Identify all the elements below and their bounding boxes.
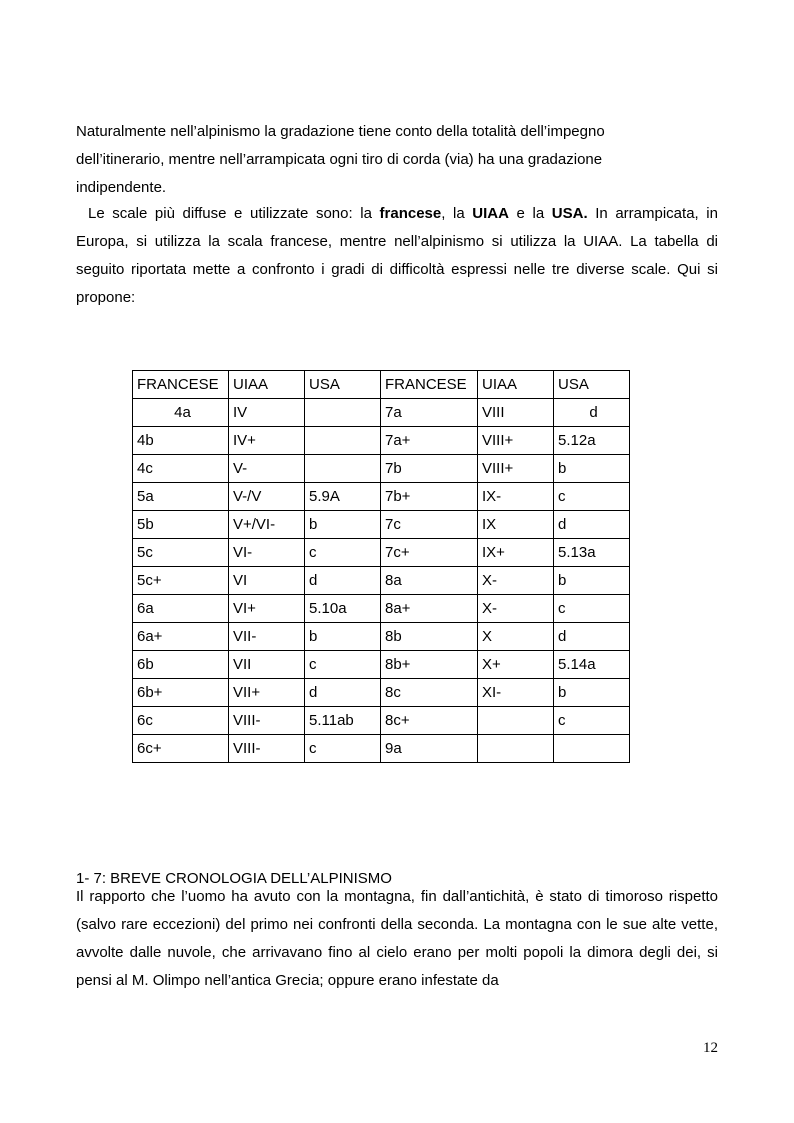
table-row [133, 623, 630, 651]
table-cell: 4b [133, 427, 229, 455]
table-row [133, 427, 630, 455]
table-cell: 8c [381, 679, 478, 707]
table-cell: 6b [133, 651, 229, 679]
table-cell: 5.9A [305, 483, 381, 511]
table-cell: d [554, 511, 630, 539]
table-cell: 8b [381, 623, 478, 651]
table-cell: 7a+ [381, 427, 478, 455]
scale-usa: USA. [551, 205, 588, 222]
table-cell: d [554, 399, 630, 427]
table-cell: 5c+ [133, 567, 229, 595]
table-cell: d [554, 623, 630, 651]
table-cell: c [305, 539, 381, 567]
table-cell: b [554, 455, 630, 483]
table-row [133, 567, 630, 595]
table-row [133, 511, 630, 539]
table-cell: c [554, 595, 630, 623]
table-cell [478, 735, 554, 763]
header-cell: USA [305, 371, 381, 399]
table-cell: V- [229, 455, 305, 483]
table-cell: 5b [133, 511, 229, 539]
table-cell: d [305, 679, 381, 707]
table-cell: IX [478, 511, 554, 539]
table-cell: c [554, 483, 630, 511]
table-cell: 5a [133, 483, 229, 511]
scales-text-4: In arrampicata, in Europa, si utilizza la scala francese, mentre nell’alpinismo si utilizza la UIAA. La tabella di seguito riportata mette a confronto i gradi di difficoltà espressi nelle tre diverse scale. Qui si propone: [76, 205, 718, 306]
table-cell: VII [229, 651, 305, 679]
table-cell [478, 707, 554, 735]
table-header-row [133, 371, 630, 399]
table-cell: IV [229, 399, 305, 427]
table-cell: 5.12a [554, 427, 630, 455]
table-cell: b [305, 511, 381, 539]
intro-line-1: Naturalmente nell’alpinismo la gradazione tiene conto della totalità dell’impegno [76, 123, 605, 140]
header-cell: FRANCESE [133, 371, 229, 399]
table-cell: 7b [381, 455, 478, 483]
table-cell: VII- [229, 623, 305, 651]
table-row [133, 399, 630, 427]
table-cell: VII+ [229, 679, 305, 707]
table-cell [305, 399, 381, 427]
scales-text-1: Le scale più diffuse e utilizzate sono: la [88, 205, 380, 222]
section-heading: 1- 7: BREVE CRONOLOGIA DELL’ALPINISMO [76, 870, 392, 887]
table-cell: VIII- [229, 707, 305, 735]
table-cell [305, 455, 381, 483]
table-cell: VIII- [229, 735, 305, 763]
table-cell [554, 735, 630, 763]
table-cell: b [305, 623, 381, 651]
table-cell: 6a [133, 595, 229, 623]
table-row [133, 455, 630, 483]
table-cell: X- [478, 567, 554, 595]
chronology-paragraph: Il rapporto che l’uomo ha avuto con la montagna, fin dall’antichità, è stato di timoroso rispetto (salvo rare eccezioni) del primo nei confronti della seconda. La montagna con le sue alte vette, avvolte dalle nuvole, che arrivavano fino al cielo erano per molti popoli la dimora degli dei, si pensi al M. Olimpo nell’antica Grecia; oppure erano infestate da [76, 888, 718, 989]
table-cell: X [478, 623, 554, 651]
table-cell: VIII+ [478, 455, 554, 483]
intro-line-3: indipendente. [76, 179, 167, 196]
table-row [133, 679, 630, 707]
table-cell: VI- [229, 539, 305, 567]
table-cell: 4a [133, 399, 229, 427]
table-cell [305, 427, 381, 455]
scales-text-3: e la [508, 205, 552, 222]
table-cell: 5.14a [554, 651, 630, 679]
table-cell: c [554, 707, 630, 735]
table-cell: 8a [381, 567, 478, 595]
table-row [133, 651, 630, 679]
table-cell: 6a+ [133, 623, 229, 651]
table-cell: VIII+ [478, 427, 554, 455]
table-cell: 4c [133, 455, 229, 483]
table-cell: VI+ [229, 595, 305, 623]
table-cell: X+ [478, 651, 554, 679]
table-cell: V-/V [229, 483, 305, 511]
header-cell: USA [554, 371, 630, 399]
table-cell: 6c+ [133, 735, 229, 763]
table-row [133, 539, 630, 567]
table-row [133, 707, 630, 735]
table-cell: 8a+ [381, 595, 478, 623]
table-cell: XI- [478, 679, 554, 707]
table-cell: VI [229, 567, 305, 595]
table-cell: 7a [381, 399, 478, 427]
table-cell: c [305, 735, 381, 763]
table-cell: b [554, 567, 630, 595]
table-cell: c [305, 651, 381, 679]
table-cell: 8c+ [381, 707, 478, 735]
grades-comparison-table [132, 370, 630, 763]
intro-line-2: dell’itinerario, mentre nell’arrampicata ogni tiro di corda (via) ha una gradazione [76, 151, 603, 168]
table-cell: 7c [381, 511, 478, 539]
table-cell: IX- [478, 483, 554, 511]
header-cell: FRANCESE [381, 371, 478, 399]
table-cell: VIII [478, 399, 554, 427]
table-cell: 6b+ [133, 679, 229, 707]
intro-paragraph [76, 118, 718, 202]
table-cell: 5.11ab [305, 707, 381, 735]
page-number: 12 [703, 1040, 718, 1056]
table-cell: 6c [133, 707, 229, 735]
header-cell: UIAA [478, 371, 554, 399]
table-cell: 8b+ [381, 651, 478, 679]
table-cell: X- [478, 595, 554, 623]
table-cell: IX+ [478, 539, 554, 567]
scale-francese: francese [379, 205, 442, 222]
scales-text-2: , la [441, 205, 473, 222]
table-cell: 7b+ [381, 483, 478, 511]
table-cell: d [305, 567, 381, 595]
table-cell: 5c [133, 539, 229, 567]
scales-paragraph [76, 200, 718, 312]
table-cell: b [554, 679, 630, 707]
scale-uiaa: UIAA [472, 205, 509, 222]
table-cell: 7c+ [381, 539, 478, 567]
table-cell: 5.13a [554, 539, 630, 567]
table-row [133, 595, 630, 623]
table-row [133, 735, 630, 763]
header-cell: UIAA [229, 371, 305, 399]
table-cell: IV+ [229, 427, 305, 455]
table-cell: 5.10a [305, 595, 381, 623]
table-cell: 9a [381, 735, 478, 763]
table-cell: V+/VI- [229, 511, 305, 539]
table-row [133, 483, 630, 511]
